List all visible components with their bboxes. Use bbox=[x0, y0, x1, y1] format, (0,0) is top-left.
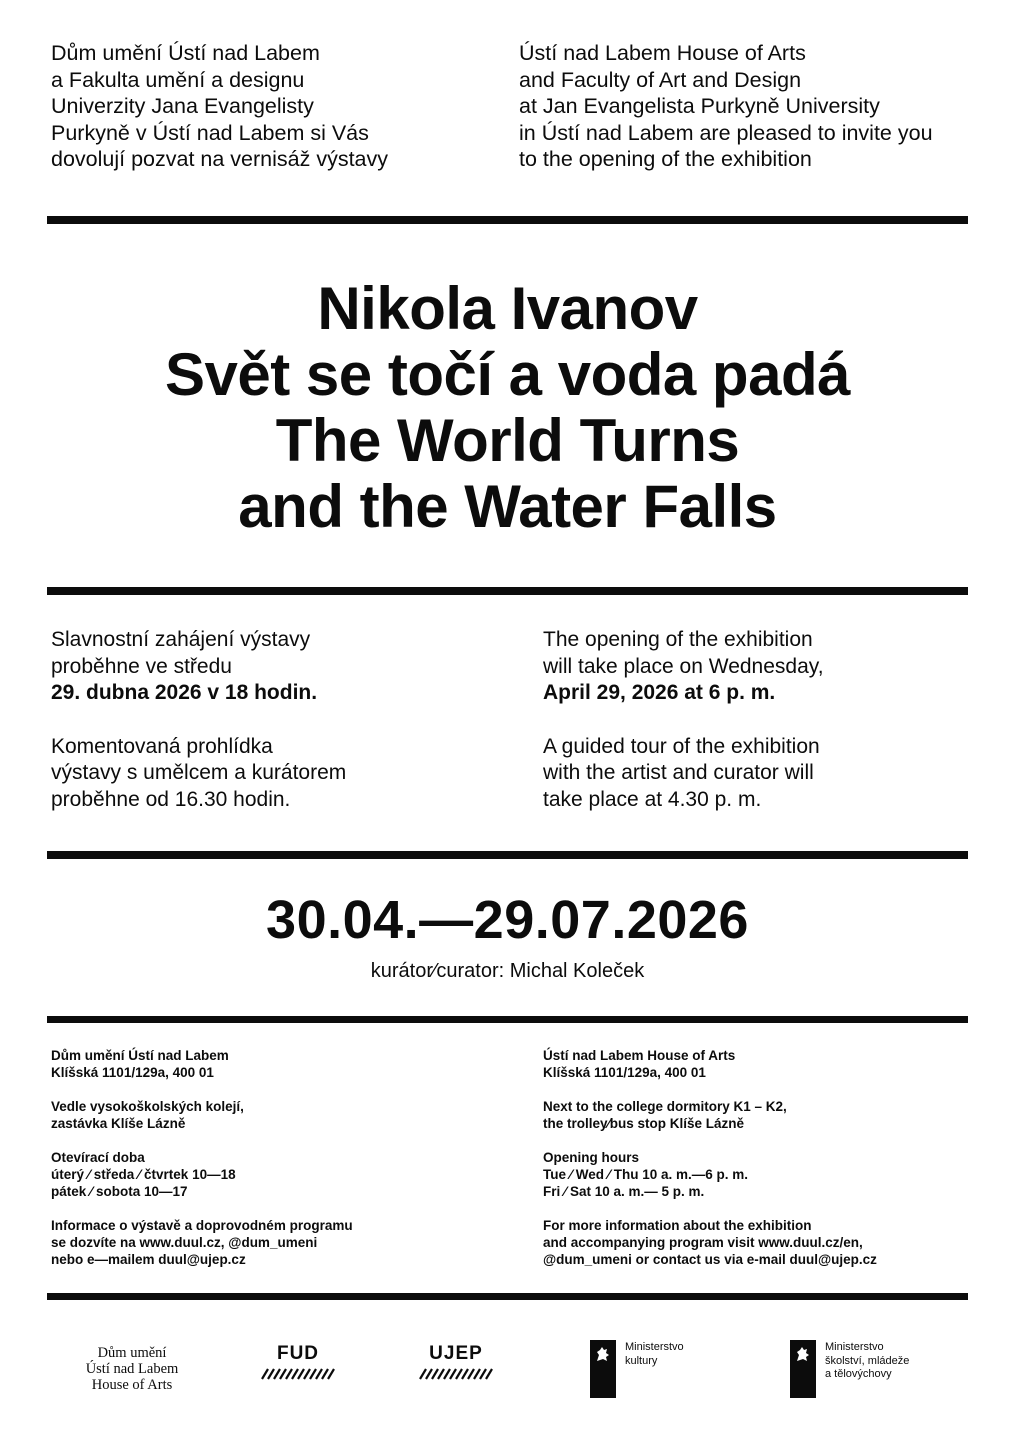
hours-title: Opening hours bbox=[543, 1150, 639, 1165]
venue-name: Ústí nad Labem House of Arts bbox=[543, 1048, 736, 1063]
tour-text: výstavy s umělcem a kurátorem bbox=[51, 761, 347, 784]
ministry-culture-line: kultury bbox=[625, 1354, 658, 1367]
info-text: Informace o výstavě a doprovodném programu bbox=[51, 1218, 353, 1233]
details-cz bbox=[51, 1047, 353, 1268]
divider bbox=[47, 216, 968, 224]
location-text: Vedle vysokoškolských kolejí, bbox=[51, 1099, 244, 1114]
intro-cz bbox=[51, 40, 388, 173]
opening-text: The opening of the exhibition bbox=[543, 628, 813, 651]
intro-cz-line: Dům umění Ústí nad Labem bbox=[51, 41, 320, 65]
ujep-logo bbox=[418, 1344, 494, 1380]
info-text: For more information about the exhibition bbox=[543, 1218, 812, 1233]
exhibition-dates: 30.04.—29.07.2026 bbox=[266, 890, 749, 950]
hatch-icon bbox=[418, 1368, 494, 1380]
venue-address: Klíšská 1101/129a, 400 01 bbox=[543, 1065, 706, 1080]
tour-text: proběhne od 16.30 hodin. bbox=[51, 787, 291, 811]
location-text: Next to the college dormitory K1 – K2, bbox=[543, 1099, 787, 1114]
ministry-education-line: školství, mládeže bbox=[825, 1354, 910, 1367]
ministry-culture-line: Ministerstvo bbox=[625, 1341, 684, 1353]
opening-info-en bbox=[543, 627, 824, 813]
fud-logo-text: FUD bbox=[276, 1343, 320, 1364]
ujep-logo-text: UJEP bbox=[429, 1343, 483, 1364]
tour-text: with the artist and curator will bbox=[543, 761, 814, 784]
duul-logo-line: Ústí nad Labem bbox=[85, 1361, 179, 1377]
details-en bbox=[543, 1047, 877, 1268]
divider bbox=[47, 587, 968, 595]
tour-text: take place at 4.30 p. m. bbox=[543, 787, 762, 811]
intro-en-line: in Ústí nad Labem are pleased to invite you bbox=[519, 120, 933, 145]
duul-logo bbox=[72, 1345, 192, 1393]
intro-cz-line: dovolují pozvat na vernisáž výstavy bbox=[51, 147, 388, 171]
intro-en-line: at Jan Evangelista Purkyně University bbox=[519, 94, 880, 118]
opening-date: April 29, 2026 at 6 p. m. bbox=[543, 681, 776, 704]
intro-en bbox=[519, 40, 933, 173]
opening-text: proběhne ve středu bbox=[51, 654, 232, 678]
partner-logos bbox=[0, 1330, 1015, 1410]
info-text: se dozvíte na www.duul.cz, @dum_umeni bbox=[51, 1235, 318, 1250]
tour-text: A guided tour of the exhibition bbox=[543, 734, 820, 758]
hours-text: Fri ⁄ Sat 10 a. m.— 5 p. m. bbox=[543, 1184, 705, 1199]
ministry-education-line: Ministerstvo bbox=[825, 1341, 884, 1353]
info-text: nebo e—mailem duul@ujep.cz bbox=[51, 1252, 246, 1267]
title-cz: Svět se točí a voda padá bbox=[165, 341, 850, 408]
fud-logo bbox=[260, 1344, 336, 1380]
hours-title: Otevírací doba bbox=[51, 1150, 145, 1165]
ministry-education-line: a tělovýchovy bbox=[825, 1368, 892, 1380]
divider bbox=[47, 1293, 968, 1300]
divider bbox=[47, 1016, 968, 1023]
divider bbox=[47, 851, 968, 859]
hours-text: úterý ⁄ středa ⁄ čtvrtek 10—18 bbox=[51, 1167, 236, 1182]
title-en-line-1: The World Turns bbox=[275, 407, 740, 474]
hatch-icon bbox=[260, 1368, 336, 1380]
lion-emblem-icon bbox=[590, 1340, 616, 1398]
intro-en-line: Ústí nad Labem House of Arts bbox=[519, 41, 806, 65]
curator-line: kurátor⁄curator: Michal Koleček bbox=[370, 960, 645, 982]
tour-text: Komentovaná prohlídka bbox=[51, 734, 273, 758]
opening-text: will take place on Wednesday, bbox=[543, 654, 824, 678]
artist-name: Nikola Ivanov bbox=[317, 275, 698, 342]
info-text: and accompanying program visit www.duul.cz/en, bbox=[543, 1235, 863, 1250]
venue-address: Klíšská 1101/129a, 400 01 bbox=[51, 1065, 214, 1080]
intro-cz-line: a Fakulta umění a designu bbox=[51, 67, 305, 92]
exhibition-title bbox=[0, 276, 1015, 540]
duul-logo-line: Dům umění bbox=[97, 1345, 167, 1361]
intro-cz-line: Univerzity Jana Evangelisty bbox=[51, 94, 314, 118]
title-en-line-2: and the Water Falls bbox=[238, 473, 777, 540]
intro-cz-line: Purkyně v Ústí nad Labem si Vás bbox=[51, 120, 369, 145]
location-text: zastávka Klíše Lázně bbox=[51, 1116, 186, 1131]
duul-logo-line: House of Arts bbox=[91, 1377, 173, 1393]
intro-en-line: and Faculty of Art and Design bbox=[519, 67, 802, 92]
hours-text: pátek ⁄ sobota 10—17 bbox=[51, 1184, 188, 1199]
intro-en-line: to the opening of the exhibition bbox=[519, 147, 812, 171]
info-text: @dum_umeni or contact us via e-mail duul@ujep.cz bbox=[543, 1252, 877, 1267]
opening-info-cz bbox=[51, 627, 346, 813]
lion-emblem-icon bbox=[790, 1340, 816, 1398]
hours-text: Tue ⁄ Wed ⁄ Thu 10 a. m.—6 p. m. bbox=[543, 1167, 749, 1182]
location-text: the trolley⁄bus stop Klíše Lázně bbox=[543, 1116, 745, 1131]
opening-date: 29. dubna 2026 v 18 hodin. bbox=[51, 681, 318, 704]
venue-name: Dům umění Ústí nad Labem bbox=[51, 1048, 229, 1063]
opening-text: Slavnostní zahájení výstavy bbox=[51, 628, 311, 651]
